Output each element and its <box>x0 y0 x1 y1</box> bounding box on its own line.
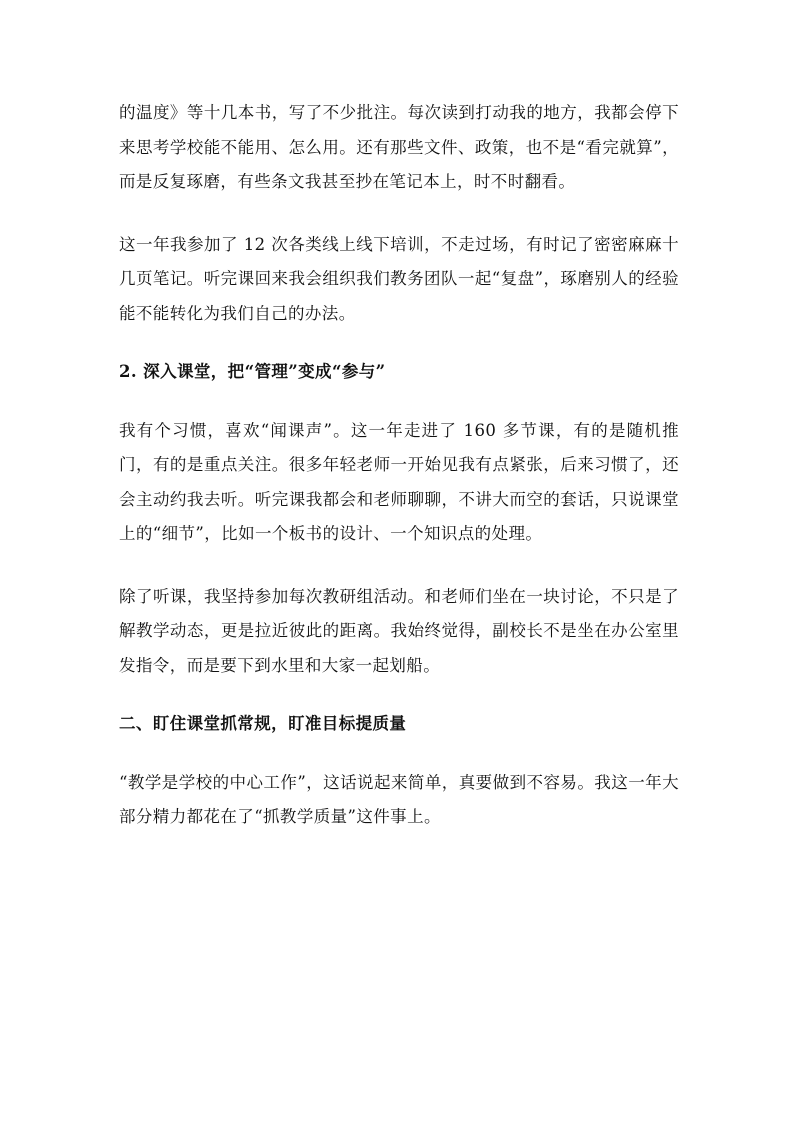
section-heading-quality: 二、盯住课堂抓常规，盯准目标提质量 <box>119 714 407 733</box>
paragraph-reading-notes: 的温度》等十几本书，写了不少批注。每次读到打动我的地方，我都会停下来思考学校能不能用、怎么用。还有那些文件、政策，也不是“看完就算”，而是反复琢磨，有些条文我甚至抄在笔记本上，时不时翻看。 <box>119 103 679 191</box>
document-page <box>119 96 679 835</box>
paragraph-teaching-quality: “教学是学校的中心工作”，这话说起来简单，真要做到不容易。我这一年大部分精力都花在了“抓教学质量”这件事上。 <box>119 772 679 826</box>
paragraph-teaching-research: 除了听课，我坚持参加每次教研组活动。和老师们坐在一块讨论，不只是了解教学动态，更是拉近彼此的距离。我始终觉得，副校长不是坐在办公室里发指令，而是要下到水里和大家一起划船。 <box>119 586 679 675</box>
paragraph-class-visits: 我有个习惯，喜欢“闻课声”。这一年走进了 160 多节课，有的是随机推门，有的是重点关注。很多年轻老师一开始见我有点紧张，后来习惯了，还会主动约我去听。听完课我都会和老师聊聊，不讲大而空的套话，只说课堂上的“细节”，比如一个板书的设计、一个知识点的处理。 <box>119 420 679 543</box>
paragraph-training: 这一年我参加了 12 次各类线上线下培训，不走过场，有时记了密密麻麻十几页笔记。听完课回来我会组织我们教务团队一起“复盘”，琢磨别人的经验能不能转化为我们自己的办法。 <box>119 234 679 323</box>
section-heading-classroom: 2. 深入课堂，把“管理”变成“参与” <box>119 362 386 381</box>
